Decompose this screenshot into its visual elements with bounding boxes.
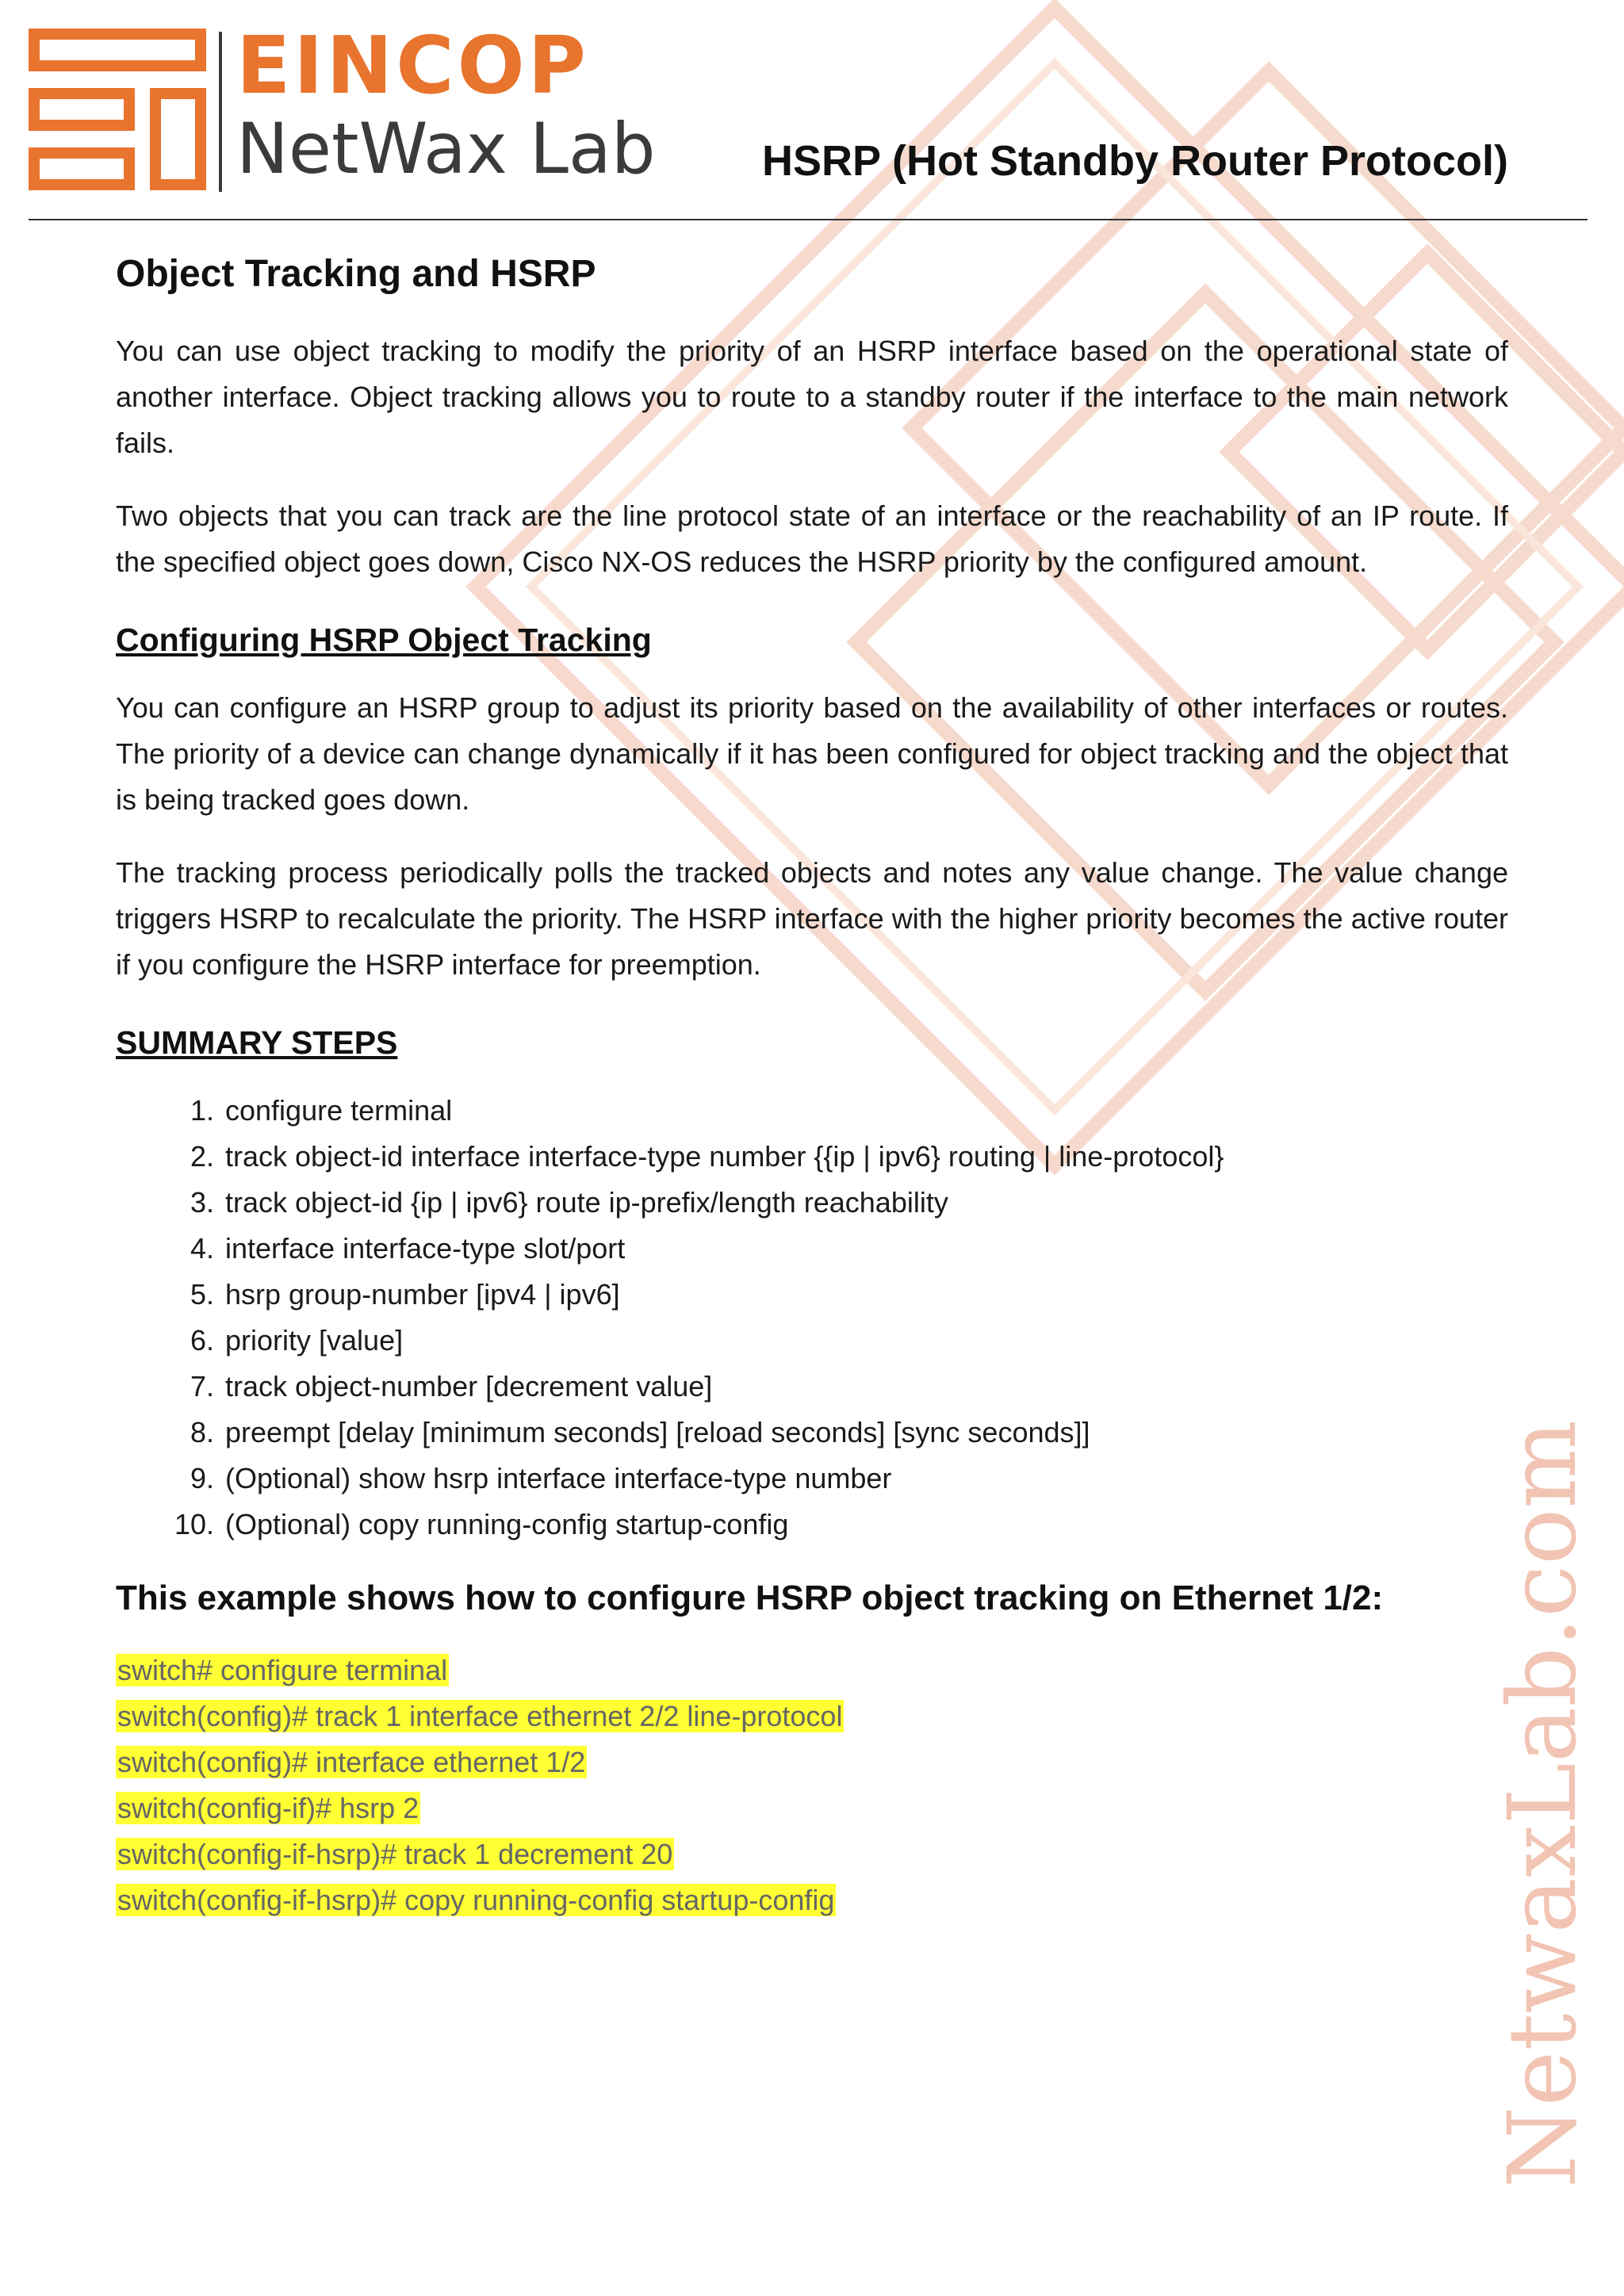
list-item (116, 1364, 1508, 1410)
document-title: HSRP (Hot Standby Router Protocol) (761, 137, 1508, 185)
intro-paragraph-1: You can use object tracking to modify the priority of an HSRP interface based on the operational state of another interface. Object tracking allows you to route to a standby router if the interface to the main network fails. (116, 335, 1508, 459)
step-number: 7. (190, 1370, 214, 1402)
list-item (116, 1456, 1508, 1502)
step-text: (Optional) copy running-config startup-config (225, 1508, 789, 1540)
list-item (116, 1502, 1508, 1548)
step-number: 2. (190, 1140, 214, 1173)
step-number: 9. (190, 1462, 214, 1494)
step-text: (Optional) show hsrp interface interface-type number (225, 1462, 892, 1494)
code-line (116, 1785, 1508, 1831)
summary-heading: SUMMARY STEPS (116, 1024, 398, 1061)
list-item (116, 1318, 1508, 1364)
step-number: 10. (174, 1508, 214, 1540)
step-text: track object-id {ip | ipv6} route ip-prefix/length reachability (225, 1186, 948, 1219)
config-heading: Configuring HSRP Object Tracking (116, 622, 652, 658)
logo-divider (219, 32, 222, 192)
list-item (116, 1134, 1508, 1180)
step-number: 1. (190, 1094, 214, 1127)
config-paragraph-2: The tracking process periodically polls the tracked objects and notes any value change. The value change triggers HSRP to recalculate the priority. The HSRP interface with the higher priority becomes the active router if you configure the HSRP interface for preemption. (116, 856, 1508, 981)
code-text: switch(config)# interface ethernet 1/2 (117, 1746, 586, 1778)
step-number: 8. (190, 1416, 214, 1448)
step-text: configure terminal (225, 1094, 453, 1127)
code-text: switch# configure terminal (117, 1654, 448, 1686)
section-title: Object Tracking and HSRP (116, 253, 596, 295)
summary-steps-list (116, 1088, 1508, 1548)
config-paragraph-1: You can configure an HSRP group to adjust its priority based on the availability of other interfaces or routes. The priority of a device can change dynamically if it has been configured for object tracking and the object that is being tracked goes down. (116, 691, 1508, 816)
step-number: 3. (190, 1186, 214, 1219)
step-text: hsrp group-number [ipv4 | ipv6] (225, 1278, 620, 1311)
code-text: switch(config-if)# hsrp 2 (117, 1792, 419, 1824)
header-divider (29, 219, 1588, 220)
code-line (116, 1739, 1508, 1785)
list-item (116, 1226, 1508, 1272)
step-text: priority [value] (225, 1324, 404, 1357)
step-number: 6. (190, 1324, 214, 1357)
code-text: switch(config-if-hsrp)# copy running-config startup-config (117, 1884, 835, 1916)
main-content (116, 243, 1508, 1923)
step-text: interface interface-type slot/port (225, 1232, 626, 1265)
step-number: 5. (190, 1278, 214, 1311)
example-heading: This example shows how to configure HSRP object tracking on Ethernet 1/2: (116, 1578, 1384, 1617)
code-line (116, 1877, 1508, 1923)
list-item (116, 1180, 1508, 1226)
code-text: switch(config)# track 1 interface ethernet 2/2 line-protocol (117, 1700, 843, 1732)
eincop-logo-icon (29, 29, 211, 195)
brand-name-top: EINCOP (236, 19, 589, 112)
code-line (116, 1693, 1508, 1739)
list-item (116, 1088, 1508, 1134)
step-text: track object-id interface interface-type number {{ip | ipv6} routing | line-protocol} (225, 1140, 1224, 1173)
side-watermark-text: NetwaxLab.com (1488, 1419, 1597, 2188)
code-line (116, 1647, 1508, 1693)
step-text: track object-number [decrement value] (225, 1370, 713, 1402)
intro-paragraph-2: Two objects that you can track are the line protocol state of an interface or the reachability of an IP route. If the specified object goes down, Cisco NX-OS reduces the HSRP priority by the configured amount. (116, 499, 1508, 578)
code-line (116, 1831, 1508, 1877)
code-text: switch(config-if-hsrp)# track 1 decrement 20 (117, 1838, 673, 1870)
list-item (116, 1410, 1508, 1456)
brand-name-bottom: NetWax Lab (236, 108, 656, 189)
step-text: preempt [delay [minimum seconds] [reload seconds] [sync seconds]] (225, 1416, 1090, 1448)
step-number: 4. (190, 1232, 214, 1265)
list-item (116, 1272, 1508, 1318)
